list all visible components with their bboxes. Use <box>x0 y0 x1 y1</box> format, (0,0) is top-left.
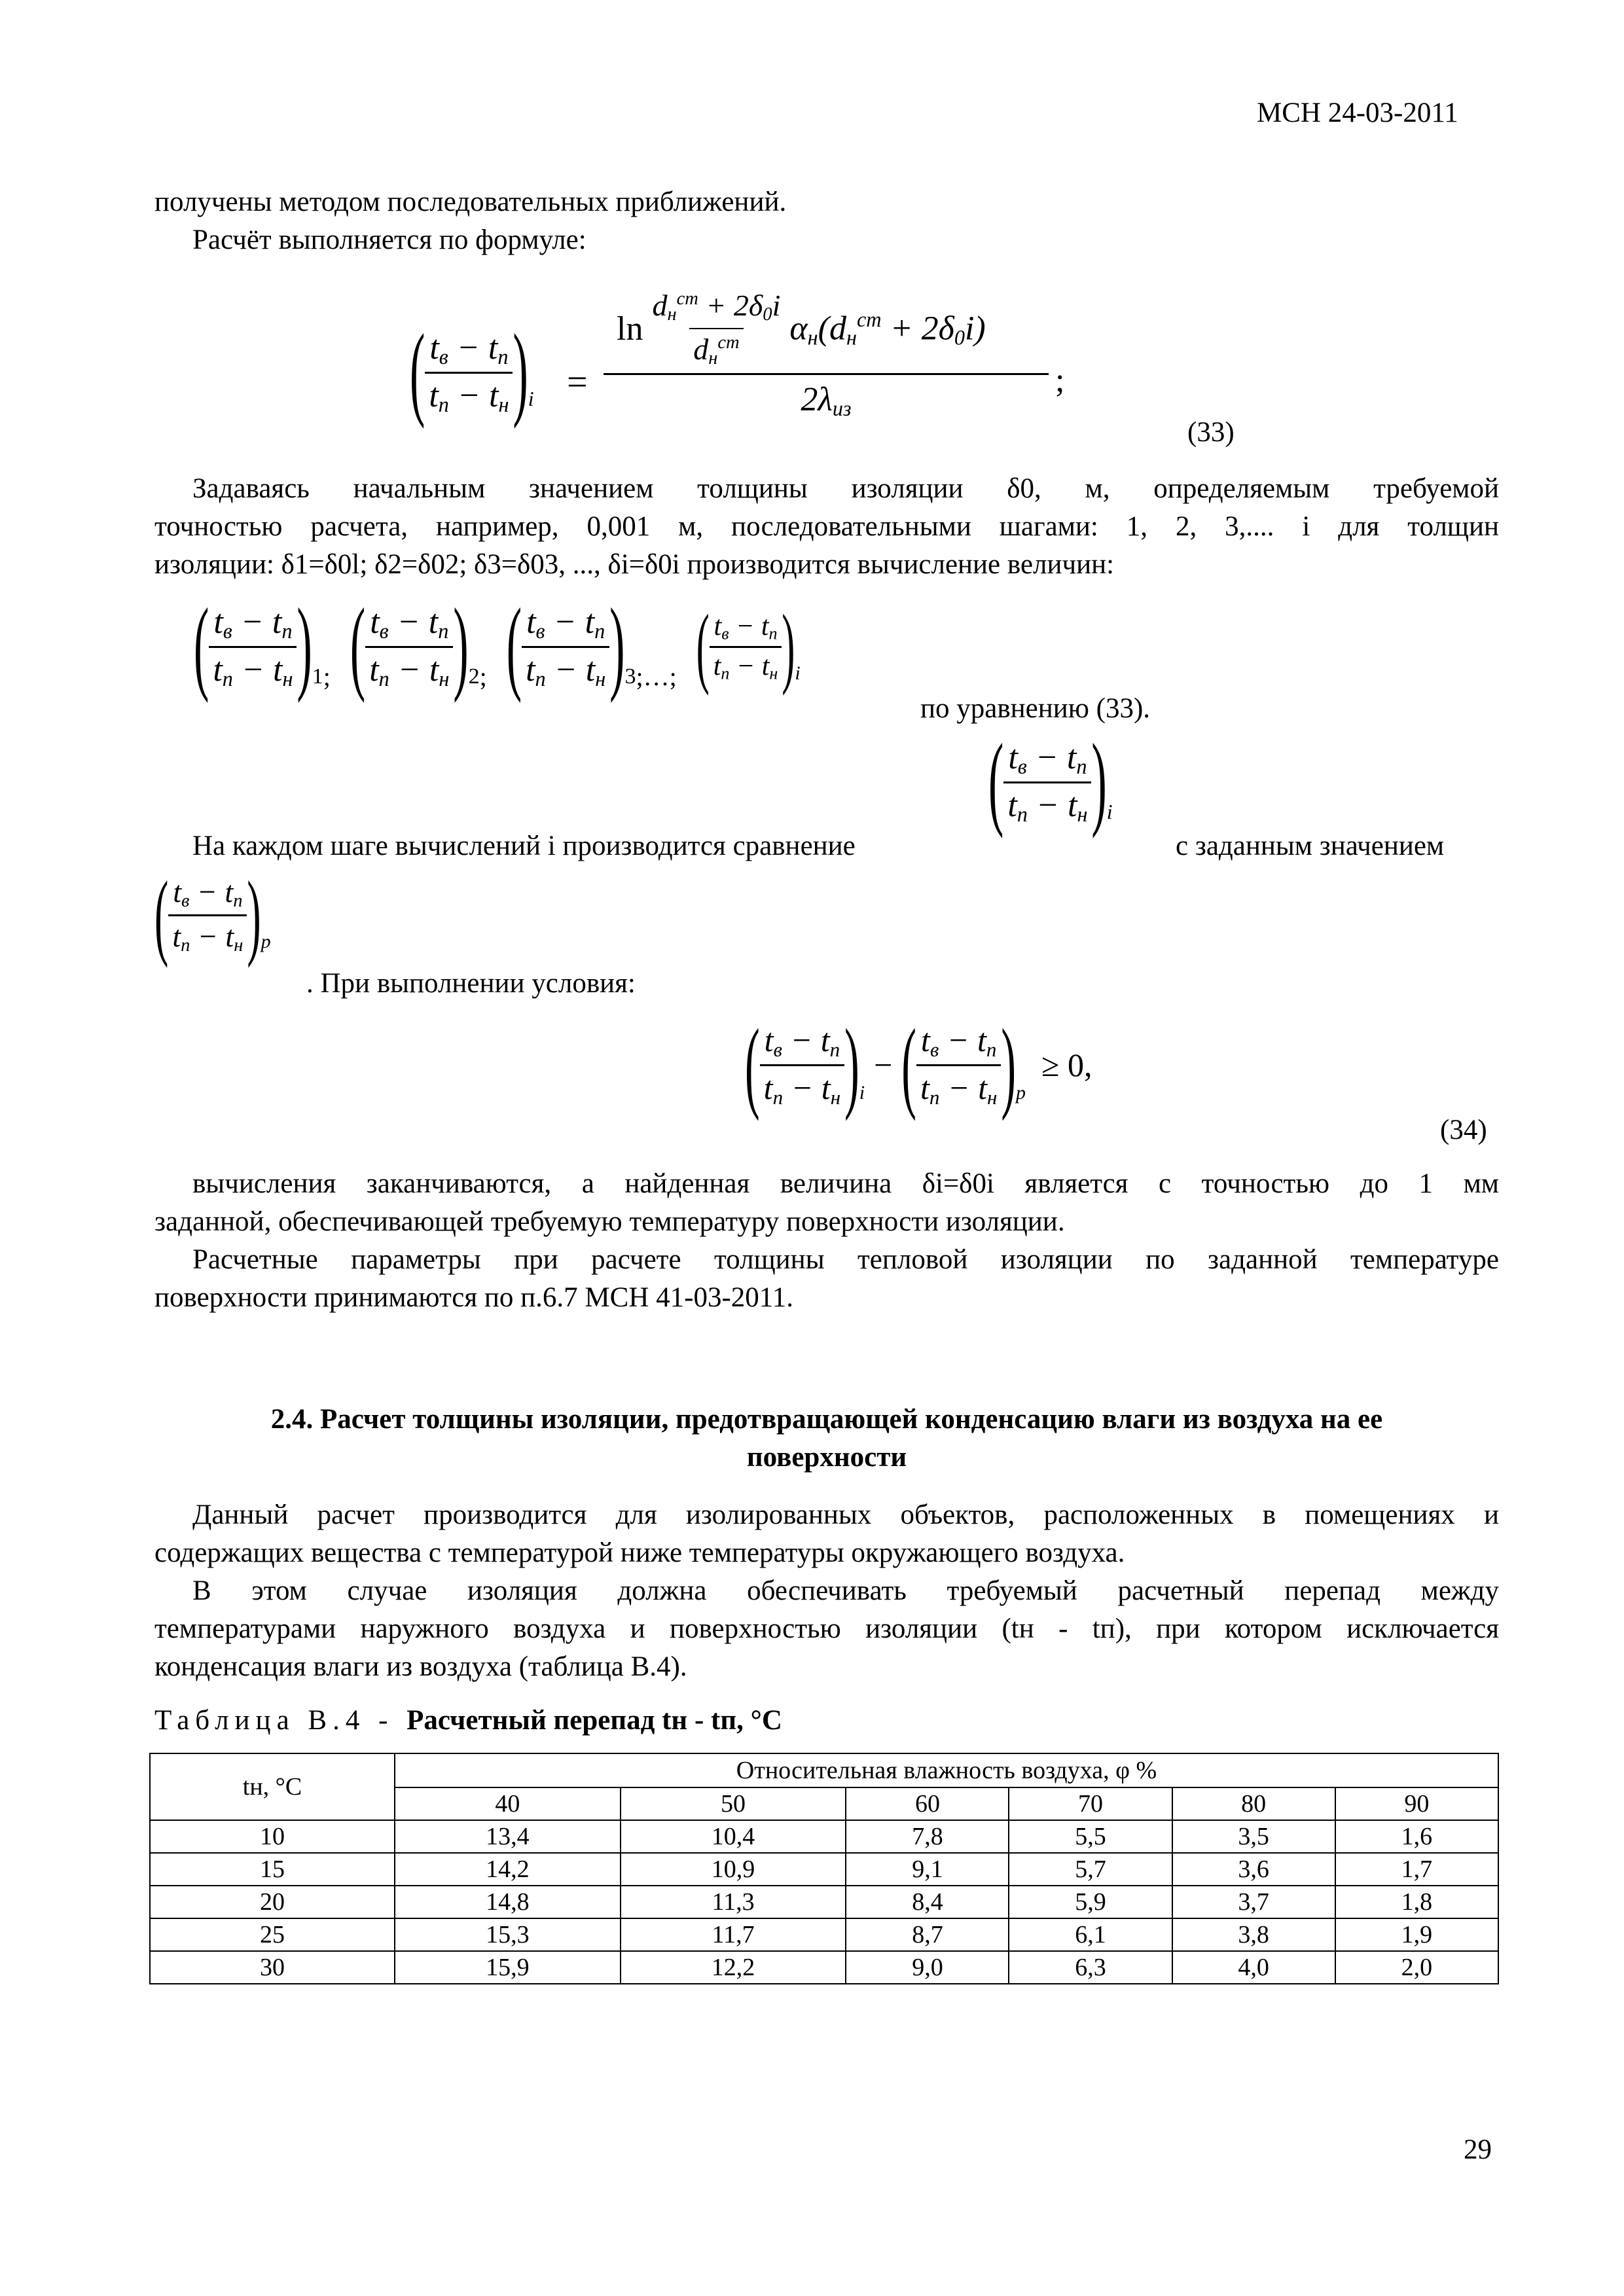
table-cell: 10,4 <box>621 1820 846 1853</box>
formula-33-rhs: ln $\frac{d_н^{ст} + 2\delta_0i}{d_н^{ст}}$ $\alpha_н(d_н^{ст} + 2\delta_0i)$ $2\lambda_{из}$ <box>604 288 1049 421</box>
table-cell: 1,9 <box>1335 1918 1498 1951</box>
table-cell: 10 <box>150 1820 395 1853</box>
table-cell: 11,7 <box>621 1918 846 1951</box>
table-cell: 10,9 <box>621 1853 846 1886</box>
table-cell: 8,4 <box>846 1886 1009 1918</box>
section-title: 2.4. Расчет толщины изоляции, предотвращающей конденсацию влаги из воздуха на ее <box>270 1404 1383 1435</box>
page-number: 29 <box>1464 2134 1492 2165</box>
table-cell: 14,2 <box>395 1853 621 1886</box>
table-column-header: 80 <box>1172 1787 1335 1820</box>
table-cell: 15,9 <box>395 1951 621 1984</box>
data-table <box>149 1753 1499 1984</box>
table-cell: 3,7 <box>1172 1886 1335 1918</box>
table-cell: 1,7 <box>1335 1853 1498 1886</box>
paragraph-line: заданной, обеспечивающей требуемую температуру поверхности изоляции. <box>154 1206 1065 1237</box>
table-cell: 1,6 <box>1335 1820 1498 1853</box>
table-cell: 4,0 <box>1172 1951 1335 1984</box>
paragraph-line: вычисления заканчиваются, а найденная величина δi=δ0i является с точностью до 1 мм <box>192 1168 1499 1199</box>
paragraph-line: Расчетные параметры при расчете толщины тепловой изоляции по заданной температуре <box>192 1244 1499 1275</box>
table-caption-label: Таблица В.4 - <box>154 1705 407 1736</box>
paragraph-line: содержащих вещества с температурой ниже температуры окружающего воздуха. <box>154 1537 1125 1568</box>
table-header-row <box>150 1753 1498 1787</box>
paragraph-line: Задаваясь начальным значением толщины изоляции δ0, м, определяемым требуемой <box>192 473 1499 504</box>
document-code: МСН 24-03-2011 <box>1257 98 1458 128</box>
table-caption-title: Расчетный перепад tн - tп, °С <box>406 1705 782 1736</box>
table-cell: 7,8 <box>846 1820 1009 1853</box>
table-cell: 12,2 <box>621 1951 846 1984</box>
paragraph-part: На каждом шаге вычислений i производится сравнение <box>192 831 856 861</box>
table-cell: 15 <box>150 1853 395 1886</box>
paragraph-part: с заданным значением <box>1176 831 1445 861</box>
formula-33-lhs: ( $\frac{t_в - t_п}{t_п - t_н}$ ) i <box>410 314 534 430</box>
formula-34-number: (34) <box>1440 1115 1487 1145</box>
paragraph-line: Расчёт выполняется по формуле: <box>192 224 586 255</box>
table-cell: 9,0 <box>846 1951 1009 1984</box>
paragraph-line: поверхности принимаются по п.6.7 МСН 41-03-2011. <box>154 1282 793 1313</box>
table-cell: 3,8 <box>1172 1918 1335 1951</box>
paragraph-line: температурами наружного воздуха и поверхностью изоляции (tн - tп), при котором исключается <box>154 1613 1499 1644</box>
table-cell: 13,4 <box>395 1820 621 1853</box>
table-column-header: 60 <box>846 1787 1009 1820</box>
formula-33: ( $\frac{t_в - t_п}{t_п - t_н}$ ) i = ln $\frac{d_н^{ст} + 2\delta_0i}{d_н^{ст}}$ $\alpha_н(d_н^{ст} + 2\delta_0i)$ $2\lambda_{из}$ ; <box>410 288 1065 430</box>
formula-34-rhs: ≥ 0, <box>1041 1047 1092 1084</box>
table-column-header: 50 <box>621 1787 846 1820</box>
paragraph-line: получены методом последовательных приближений. <box>154 187 787 217</box>
table-column-header: 70 <box>1009 1787 1172 1820</box>
comparison-fraction: ( $\frac{t_в - t_п}{t_п - t_н}$ ) i <box>988 723 1113 840</box>
formula-34: ( $\frac{t_в - t_п}{t_п - t_н}$ ) i − ( $\frac{t_в - t_п}{t_п - t_н}$ ) p ≥ 0, <box>745 1007 1092 1122</box>
table-row <box>150 1853 1498 1886</box>
table-cell: 9,1 <box>846 1853 1009 1886</box>
table-cell: 3,6 <box>1172 1853 1335 1886</box>
table-cell: 5,5 <box>1009 1820 1172 1853</box>
table-cell: 6,1 <box>1009 1918 1172 1951</box>
table-cell: 5,9 <box>1009 1886 1172 1918</box>
table-row <box>150 1820 1498 1853</box>
table-cell: 20 <box>150 1886 395 1918</box>
table-caption <box>154 1702 782 1740</box>
paragraph-line: В этом случае изоляция должна обеспечивать требуемый расчетный перепад между <box>192 1575 1499 1606</box>
paragraph-line: точностью расчета, например, 0,001 м, последовательными шагами: 1, 2, 3,.... i для толщин <box>154 511 1499 542</box>
table-cell: 11,3 <box>621 1886 846 1918</box>
paragraph-line: изоляции: δ1=δ0l; δ2=δ02; δ3=δ03, ..., δi=δ0i производится вычисление величин: <box>154 549 1115 580</box>
table-cell: 1,8 <box>1335 1886 1498 1918</box>
table-column-header: 90 <box>1335 1787 1498 1820</box>
paragraph-line: Данный расчет производится для изолированных объектов, расположенных в помещениях и <box>192 1499 1499 1530</box>
table-cell: 15,3 <box>395 1918 621 1951</box>
equals-sign: = <box>567 362 588 403</box>
table-row <box>150 1918 1498 1951</box>
target-fraction: ( $\frac{t_в - t_п}{t_п - t_н}$ ) p <box>154 861 271 969</box>
table-row <box>150 1951 1498 1984</box>
fraction-series: ( $\frac{t_в - t_п}{t_п - t_н}$ ) 1 ; ( $\frac{t_в - t_п}{t_п - t_н}$ ) 2 ; ( $\frac{t_в - t_п}{t_п - t_н}$ ) 3 ;…; ( $\frac{t_в - t_п}{t_п - t_н}$ ) i <box>194 588 801 704</box>
table-cell: 2,0 <box>1335 1951 1498 1984</box>
table-cell: 6,3 <box>1009 1951 1172 1984</box>
table-cell: 14,8 <box>395 1886 621 1918</box>
table-row-header: tн, °С <box>150 1753 395 1820</box>
table-cell: 3,5 <box>1172 1820 1335 1853</box>
section-title-cont: поверхности <box>746 1442 907 1473</box>
paragraph-line: конденсация влаги из воздуха (таблица В.4). <box>154 1651 687 1682</box>
series-tail-text: по уравнению (33). <box>920 693 1151 724</box>
formula-33-number: (33) <box>1187 417 1235 448</box>
table-cell: 8,7 <box>846 1918 1009 1951</box>
table-cell: 25 <box>150 1918 395 1951</box>
paragraph-part: . При выполнении условия: <box>306 968 636 999</box>
table-row <box>150 1886 1498 1918</box>
table-column-header: 40 <box>395 1787 621 1820</box>
table-cell: 30 <box>150 1951 395 1984</box>
table-group-header: Относительная влажность воздуха, φ % <box>395 1753 1498 1787</box>
table-cell: 5,7 <box>1009 1853 1172 1886</box>
